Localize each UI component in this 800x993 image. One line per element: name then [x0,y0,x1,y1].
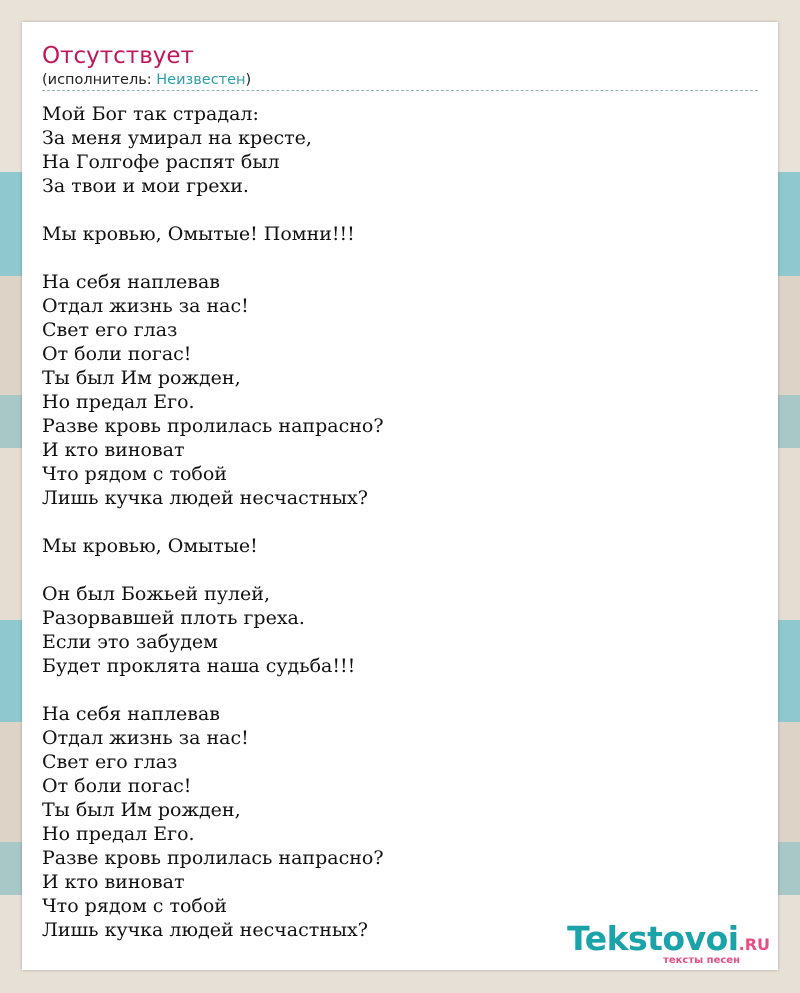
lyric-line: За твои и мои грехи. [42,175,249,197]
lyric-line: Разорвавшей плоть греха. [42,607,305,629]
artist-prefix: (исполнитель: [42,72,157,88]
lyric-blank-line [42,198,742,222]
lyric-line: Разве кровь пролилась напрасно? [42,415,384,437]
lyric-blank-line [42,558,742,582]
lyric-line: Отдал жизнь за нас! [42,727,249,749]
lyric-line: Мы кровью, Омытые! Помни!!! [42,223,355,245]
lyric-line: Ты был Им рожден, [42,799,241,821]
lyric-line: Отдал жизнь за нас! [42,295,249,317]
lyric-line: На Голгофе распят был [42,151,280,173]
lyric-line: Разве кровь пролилась напрасно? [42,847,384,869]
lyric-line: За меня умирал на кресте, [42,127,312,149]
lyric-blank-line [42,678,742,702]
lyric-line: И кто виноват [42,871,185,893]
lyric-line: На себя наплевав [42,271,220,293]
lyric-line: Мой Бог так страдал: [42,103,259,125]
lyric-line: Мы кровью, Омытые! [42,535,258,557]
site-logo[interactable] [550,919,770,970]
artist-line [42,71,251,89]
logo-tld: .RU [738,935,770,954]
lyric-blank-line [42,510,742,534]
lyric-line: Будет проклята наша судьба!!! [42,655,356,677]
logo-word: Tekstovoi [567,919,739,958]
lyric-line: Но предал Его. [42,391,195,413]
lyric-line: От боли погас! [42,343,192,365]
lyric-line: Если это забудем [42,631,218,653]
lyric-line: На себя наплевав [42,703,220,725]
lyric-line: Он был Божьей пулей, [42,583,270,605]
lyric-line: Лишь кучка людей несчастных? [42,919,368,941]
lyric-line: Что рядом с тобой [42,895,227,917]
lyrics-card [22,22,778,970]
lyric-line: Что рядом с тобой [42,463,227,485]
lyric-line: Лишь кучка людей несчастных? [42,487,368,509]
lyrics-text [42,102,742,942]
artist-suffix: ) [245,72,252,88]
song-title: Отсутствует [42,43,194,69]
lyric-line: Ты был Им рожден, [42,367,241,389]
lyric-line: Свет его глаз [42,751,178,773]
lyric-blank-line [42,246,742,270]
lyric-line: Свет его глаз [42,319,178,341]
lyric-line: Но предал Его. [42,823,195,845]
logo-tagline: тексты песен [663,955,740,966]
lyric-line: От боли погас! [42,775,192,797]
dashed-divider [42,90,758,91]
artist-link[interactable]: Неизвестен [156,72,246,88]
lyric-line: И кто виноват [42,439,185,461]
